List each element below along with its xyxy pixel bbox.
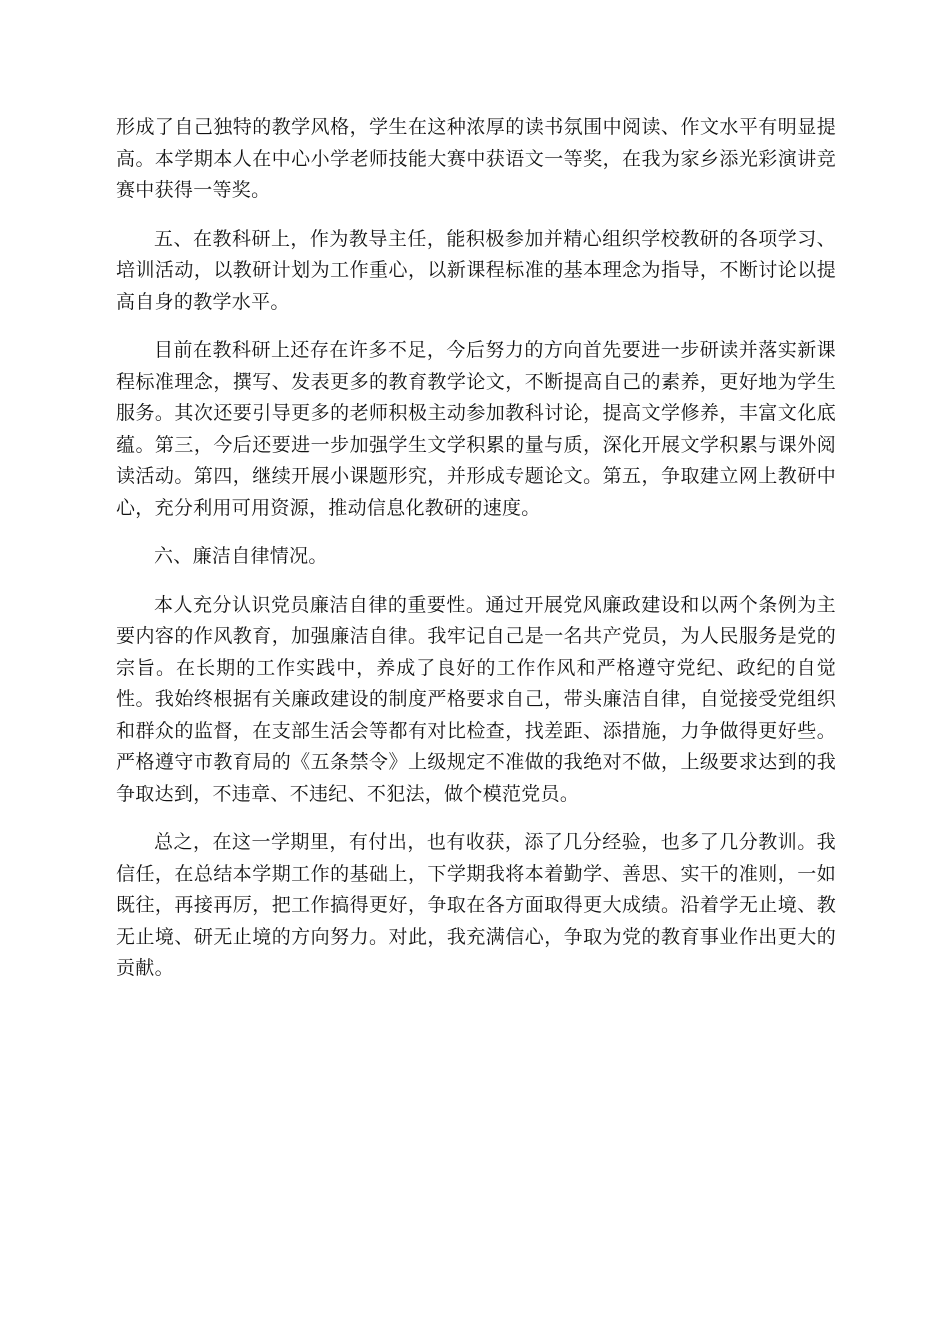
- paragraph-section-five: 五、在教科研上，作为教导主任，能积极参加并精心组织学校教研的各项学习、培训活动，以教研计划为工作重心，以新课程标准的基本理念为指导，不断讨论以提高自身的教学水平。: [116, 227, 836, 313]
- paragraph-shortcomings: 目前在教科研上还存在许多不足，今后努力的方向首先要进一步研读并落实新课程标准理念，撰写、发表更多的教育教学论文，不断提高自己的素养，更好地为学生服务。其次还要引导更多的老师积极主动参加教科讨论，提高文学修养，丰富文化底蕴。第三，今后还要进一步加强学生文学积累的量与质，深化开展文学积累与课外阅读活动。第四，继续开展小课题形究，并形成专题论文。第五，争取建立网上教研中心，充分利用可用资源，推动信息化教研的速度。: [116, 339, 836, 519]
- paragraph-conclusion: 总之，在这一学期里，有付出，也有收获，添了几分经验，也多了几分教训。我信任，在总结本学期工作的基础上，下学期我将本着勤学、善思、实干的准则，一如既往，再接再厉，把工作搞得更好，争取在各方面取得更大成绩。沿着学无止境、教无止境、研无止境的方向努力。对此，我充满信心，争取为党的教育事业作出更大的贡献。: [116, 831, 836, 979]
- paragraph-integrity: 本人充分认识党员廉洁自律的重要性。通过开展党风廉政建设和以两个条例为主要内容的作风教育，加强廉洁自律。我牢记自己是一名共产党员，为人民服务是党的宗旨。在长期的工作实践中，养成了良好的工作作风和严格遵守党纪、政纪的自觉性。我始终根据有关廉政建设的制度严格要求自己，带头廉洁自律，自觉接受党组织和群众的监督，在支部生活会等都有对比检查，找差距、添措施，力争做得更好些。严格遵守市教育局的《五条禁令》上级规定不准做的我绝对不做，上级要求达到的我争取达到，不违章、不违纪、不犯法，做个模范党员。: [116, 593, 836, 805]
- document-body: [116, 112, 836, 1002]
- paragraph-continued: 形成了自己独特的教学风格，学生在这种浓厚的读书氛围中阅读、作文水平有明显提高。本学期本人在中心小学老师技能大赛中获语文一等奖，在我为家乡添光彩演讲竞赛中获得一等奖。: [116, 116, 836, 201]
- paragraph-section-six-heading: 六、廉洁自律情况。: [154, 545, 328, 567]
